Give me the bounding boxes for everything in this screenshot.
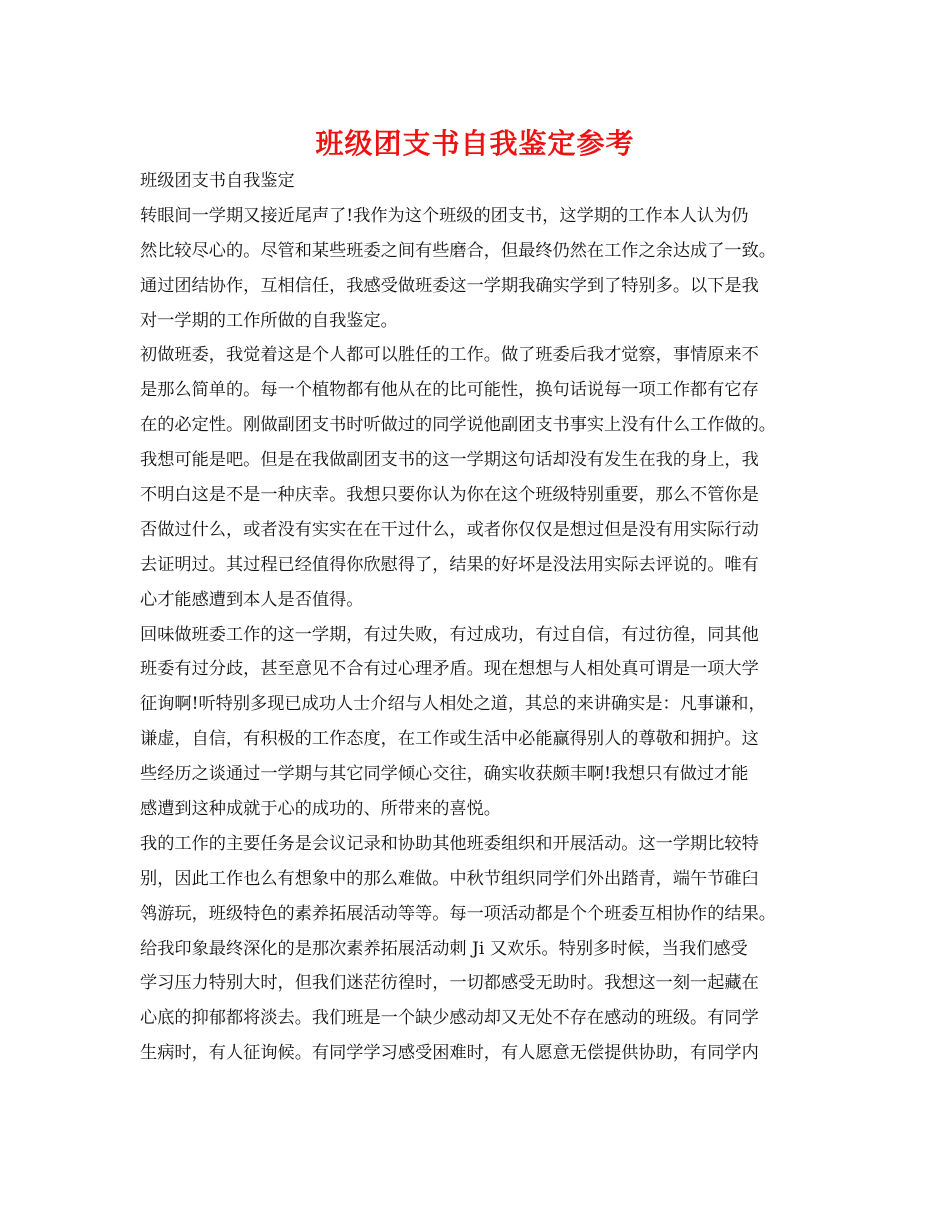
text-line: 心才能感遭到本人是否值得。 (140, 589, 364, 610)
text-line: 在的必定性。刚做副团支书时听做过的同学说他副团支书事实上没有什么工作做的。 (140, 415, 776, 436)
text-line: 心底的抑郁都将淡去。我们班是一个缺少感动却又无处不存在感动的班级。有同学 (140, 1008, 759, 1029)
text-line: 谦虚，自信，有积极的工作态度，在工作或生活中必能赢得别人的尊敬和拥护。这 (140, 729, 759, 750)
text-line: 是那么简单的。每一个植物都有他从在的比可能性，换句话说每一项工作都有它存 (140, 380, 759, 401)
text-line: 些经历之谈通过一学期与其它同学倾心交往，确实收获颇丰啊!我想只有做过才能 (140, 764, 749, 785)
text-line: 学习压力特别大时，但我们迷茫彷徨时，一切都感受无助时。我想这一刻一起藏在 (140, 973, 759, 994)
text-line: 我想可能是吧。但是在我做副团支书的这一学期这句话却没有发生在我的身上，我 (140, 450, 759, 471)
text-line: 班委有过分歧，甚至意见不合有过心理矛盾。现在想想与人相处真可谓是一项大学 (140, 659, 759, 680)
text-line: 否做过什么，或者没有实实在在干过什么，或者你仅仅是想过但是没有用实际行动 (140, 519, 759, 540)
text-line: 通过团结协作，互相信任，我感受做班委这一学期我确实学到了特别多。以下是我 (140, 275, 759, 296)
text-line: 感遭到这种成就于心的成功的、所带来的喜悦。 (140, 799, 501, 820)
text-line: 对一学期的工作所做的自我鉴定。 (140, 310, 398, 331)
text-line: 初做班委，我觉着这是个人都可以胜任的工作。做了班委后我才觉察，事情原来不 (140, 345, 759, 366)
text-line: 转眼间一学期又接近尾声了!我作为这个班级的团支书，这学期的工作本人认为仍 (140, 205, 749, 226)
text-line: 班级团支书自我鉴定 (140, 171, 295, 191)
text-line: 不明白这是不是一种庆幸。我想只要你认为你在这个班级特别重要，那么不管你是 (140, 485, 759, 506)
text-line: 别，因此工作也么有想象中的那么难做。中秋节组织同学们外出踏青，端午节碓臼 (140, 868, 759, 889)
text-line: 回味做班委工作的这一学期，有过失败，有过成功，有过自信，有过彷徨，同其他 (140, 624, 759, 645)
text-line: 我的工作的主要任务是会议记录和协助其他班委组织和开展活动。这一学期比较特 (140, 833, 759, 854)
document-body (140, 164, 830, 1071)
text-line: 生病时，有人征询候。有同学学习感受困难时，有人愿意无偿提供协助，有同学内 (140, 1043, 759, 1064)
document-title: 班级团支书自我鉴定参考 (315, 127, 635, 160)
text-line: 给我印象最终深化的是那次素养拓展活动刺 Ji 又欢乐。特别多时候，当我们感受 (140, 938, 748, 959)
text-line: 去证明过。其过程已经值得你欣慰得了，结果的好坏是没法用实际去评说的。唯有 (140, 554, 759, 575)
text-line: 征询啊!听特别多现已成功人士介绍与人相处之道，其总的来讲确实是：凡事谦和， (140, 694, 766, 715)
text-line: 然比较尽心的。尽管和某些班委之间有些磨合，但最终仍然在工作之余达成了一致。 (140, 240, 776, 261)
text-line: 鸰游玩，班级特色的素养拓展活动等等。每一项活动都是个个班委互相协作的结果。 (140, 903, 776, 924)
